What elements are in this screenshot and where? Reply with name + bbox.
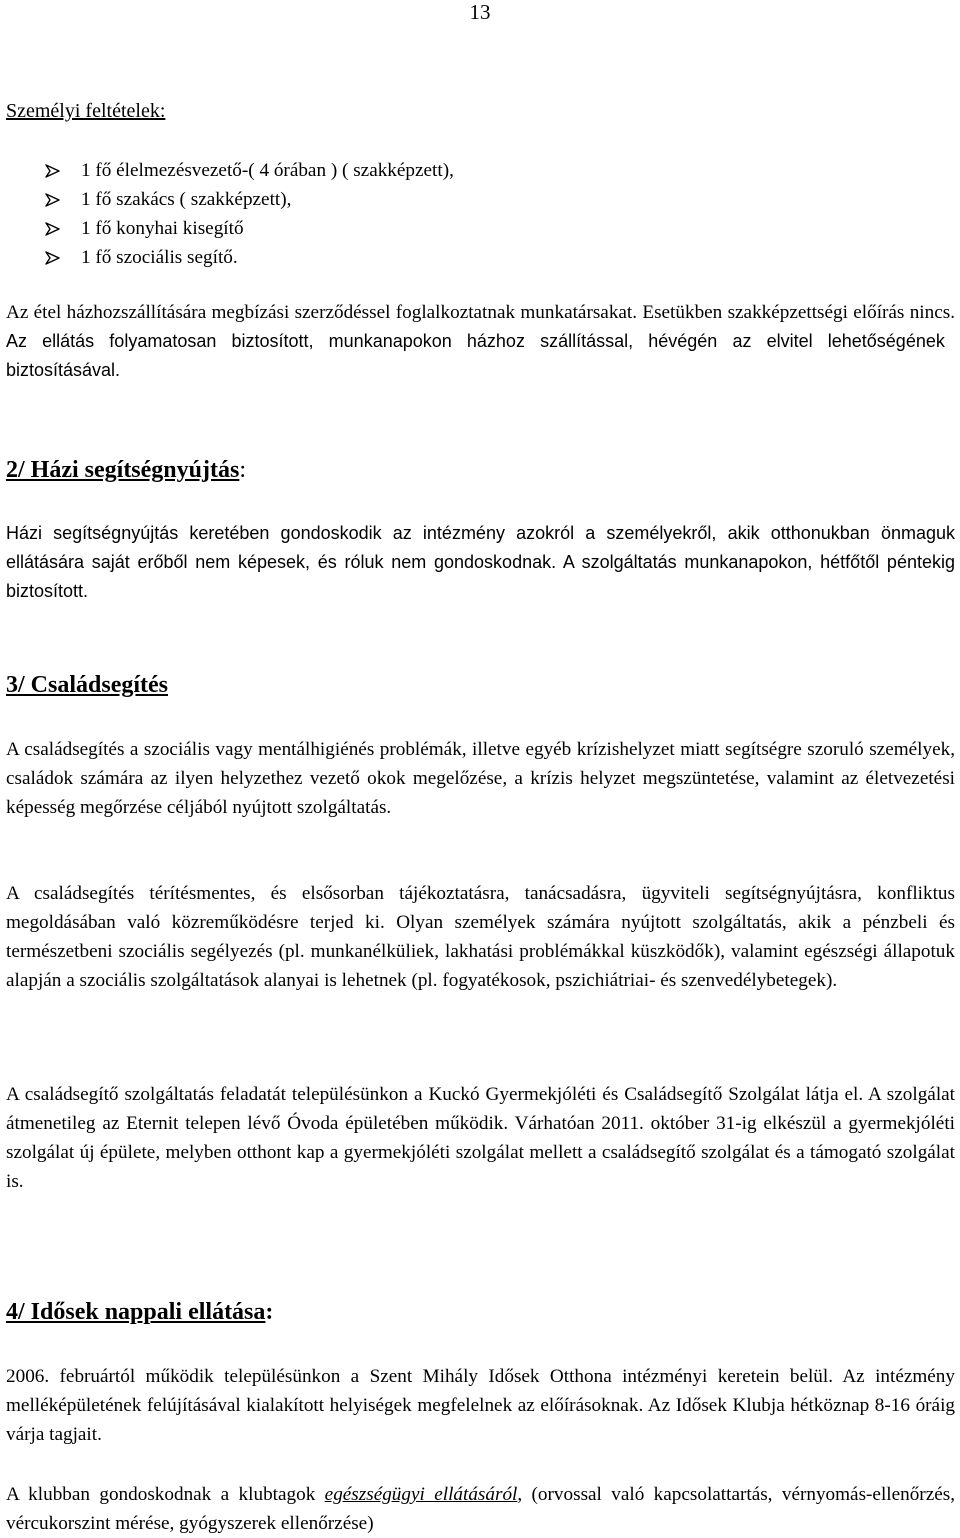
list-item-text: 1 fő konyhai kisegítő [81,218,244,239]
list-item-text: 1 fő élelmezésvezető-( 4 órában ) ( szakképzett), [81,160,454,181]
list-item [45,214,454,243]
list-item-text: 1 fő szakács ( szakképzett), [81,189,292,210]
section-3-heading-text: 3/ Családsegítés [6,672,168,698]
delivery-paragraph-block [6,298,955,385]
section-4-heading-text: 4/ Idősek nappali ellátása [6,1299,266,1325]
section-2-body-block [6,519,955,606]
section-2-heading-block [6,455,955,485]
delivery-text-serif: Az étel házhozszállítására megbízási szerződéssel foglalkoztatnak munkatársakat. Esetükben szakképzettségi előírás nincs. [6,302,955,323]
arrow-bullet-icon [45,221,61,237]
list-item [45,185,454,214]
section-3-paragraph-3: A családsegítő szolgáltatás feladatát településünkon a Kuckó Gyermekjóléti és Családsegítő Szolgálat látja el. A szolgálat átmenetileg az Eternit telepen lévő Óvoda épületében működik. Várhatóan 2011. október 31-ig elkészül a gyermekjóléti szolgálat új épülete, melyben otthont kap a gyermekjóléti szolgálat mellett a családsegítő szolgálat és a támogató szolgálat is. [6,1084,955,1192]
section-4-p2-end: , (orvossal való kapcsolattartás, vérnyomás-ellenőrzés, vércukorszint mérése, gyógyszerek ellenőrzése) [6,1484,955,1534]
section-3-paragraph-2: A családsegítés térítésmentes, és elsősorban tájékoztatásra, tanácsadásra, ügyviteli segítségnyújtásra, konfliktus megoldásában való közreműködésre terjed ki. Olyan személyek számára nyújtott szolgáltatás, akik a pénzbeli és természetbeni szociális segélyezés (pl. munkanélküliek, lakhatási problémákkal küszködők), valamint egészségi állapotuk alapján a szociális szolgáltatások alanyai is lehetnek (pl. fogyatékosok, pszichiátriai- és szenvedélybetegek). [6,883,955,991]
list-item [45,156,454,185]
section-3-heading-block [6,670,955,700]
arrow-bullet-icon [45,163,61,179]
arrow-bullet-icon [45,192,61,208]
section-2-heading-colon: : [239,457,246,483]
section-2-paragraph: Házi segítségnyújtás keretében gondoskodik az intézmény azokról a személyekről, akik otthonukban önmaguk ellátására saját erőből nem képesek, és róluk nem gondoskodnak. A szolgáltatás munkanapokon, hétfőtől péntekig biztosított. [6,523,955,601]
arrow-bullet-icon [45,250,61,266]
section-4-p2-block [6,1480,955,1538]
section-4-p1-block [6,1362,955,1449]
section-4-paragraph-2 [6,1480,955,1538]
section-3-p2-block [6,879,955,995]
staff-list [45,156,454,272]
section-3-p3-block [6,1080,955,1196]
personal-conditions-title-block [6,97,955,125]
section-4-heading-colon: : [265,1299,274,1325]
section-3-paragraph-1: A családsegítés a szociális vagy mentálhigiénés problémák, illetve egyéb krízishelyzet miatt segítségre szoruló személyek, családok számára az ilyen helyzethez vezető okok megelőzése, a krízis helyzet megszüntetése, valamint az életvezetési képesség megőrzése céljából nyújtott szolgáltatás. [6,739,955,818]
section-4-paragraph-1: 2006. februártól működik településünkon a Szent Mihály Idősek Otthona intézményi keretein belül. Az intézmény melléképületének felújításával kialakított helyiségek megfelelnek az előírásoknak. Az Idősek Klubja hétköznap 8-16 óráig várja tagjait. [6,1366,955,1445]
delivery-paragraph [6,298,955,385]
section-3-heading [6,670,955,700]
section-2-heading [6,455,955,485]
section-4-heading-block [6,1297,955,1327]
list-item-text: 1 fő szociális segítő. [81,247,238,268]
section-4-p2-start: A klubban gondoskodnak a klubtagok [6,1484,325,1505]
delivery-text-sans: Az ellátás folyamatosan biztosított, munkanapokon házhoz szállítással, hévégén az elvitel lehetőségének biztosításával. [6,331,945,380]
section-4-p2-emphasis: egészségügyi ellátásáról [324,1484,518,1505]
page-number: 13 [469,0,491,24]
section-4-heading [6,1297,955,1327]
section-3-p1-block [6,735,955,822]
section-2-heading-text: 2/ Házi segítségnyújtás [6,457,240,483]
personal-conditions-title: Személyi feltételek: [6,100,166,122]
list-item [45,243,454,272]
